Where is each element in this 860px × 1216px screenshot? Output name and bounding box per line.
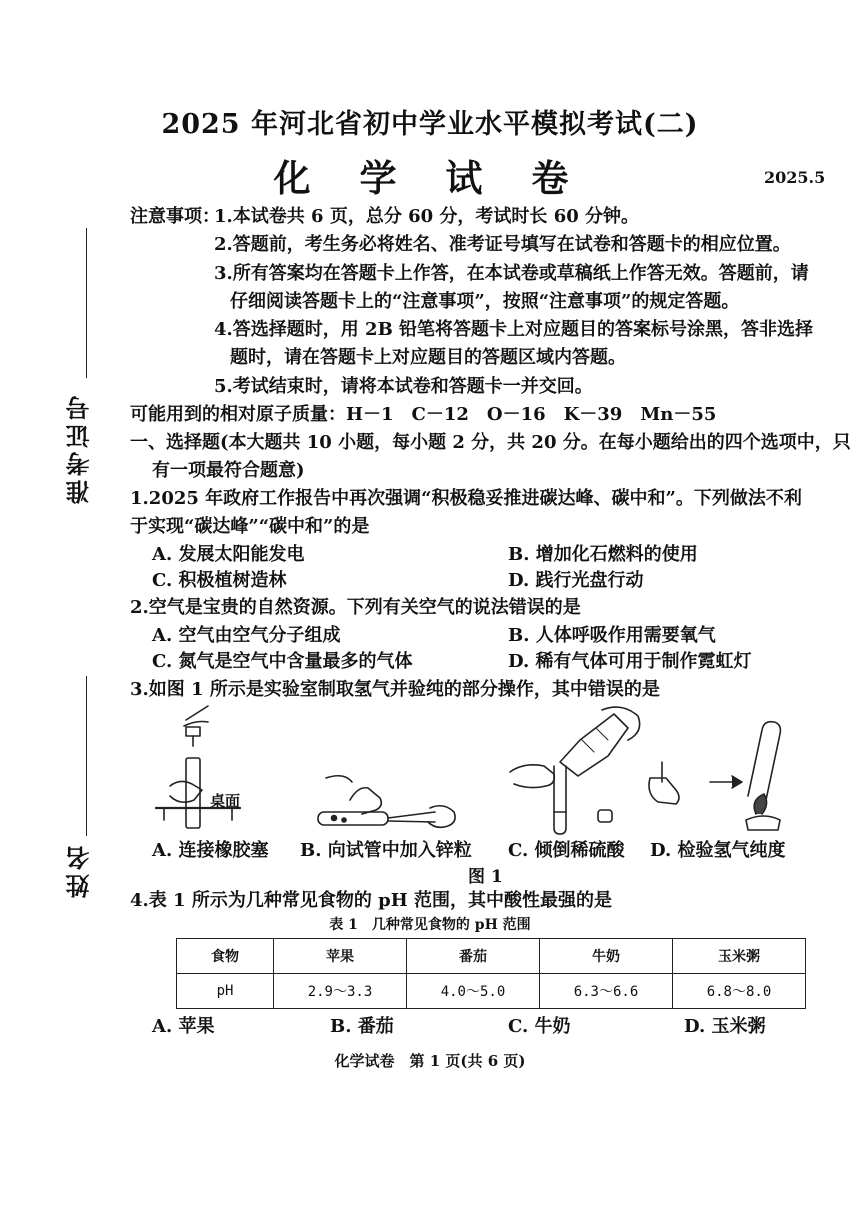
q4-option-a: A. 苹果	[152, 1016, 215, 1037]
q4-stem: 4.表 1 所示为几种常见食物的 pH 范围，其中酸性最强的是	[130, 890, 612, 911]
note-4: 4.答选择题时，用 2B 铅笔将答题卡上对应题目的答案标号涂黑，答非选择	[214, 319, 814, 340]
table-row	[177, 974, 806, 1009]
figure-c-pouring-acid	[510, 707, 640, 834]
note-5: 5.考试结束时，请将本试卷和答题卡一并交回。	[214, 376, 593, 397]
desk-label: 桌面	[210, 792, 241, 810]
q4-option-d: D. 玉米粥	[684, 1016, 766, 1037]
q1-stem: 1.2025 年政府工作报告中再次强调“积极稳妥推进碳达峰、碳中和”。下列做法不利	[130, 488, 802, 509]
exam-id-label: 准考证号	[65, 392, 94, 504]
q2-stem: 2.空气是宝贵的自然资源。下列有关空气的说法错误的是	[130, 597, 581, 618]
table-row-label: pH	[177, 974, 274, 1009]
atomic-masses: 可能用到的相对原子质量：H－1 C－12 O－16 K－39 Mn－55	[130, 404, 717, 425]
exam-date: 2025.5	[764, 168, 826, 187]
q2-option-b: B. 人体呼吸作用需要氧气	[508, 625, 716, 646]
q3-stem: 3.如图 1 所示是实验室制取氢气并验纯的部分操作，其中错误的是	[130, 679, 660, 700]
table-header: 食物	[177, 939, 274, 974]
note-3: 3.所有答案均在答题卡上作答，在本试卷或草稿纸上作答无效。答题前，请	[214, 263, 809, 284]
q2-option-d: D. 稀有气体可用于制作霓虹灯	[508, 651, 752, 672]
table-header: 牛奶	[540, 939, 673, 974]
q1-option-b: B. 增加化石燃料的使用	[508, 544, 698, 565]
q2-option-c: C. 氮气是空气中含量最多的气体	[152, 651, 413, 672]
figure-1-caption: 图 1	[468, 867, 503, 887]
subject-title: 化 学 试 卷	[273, 157, 587, 200]
q3-option-a: A. 连接橡胶塞	[152, 840, 269, 861]
q1-option-c: C. 积极植树造林	[152, 570, 287, 591]
figure-d-testing-purity	[649, 722, 780, 830]
table-1-caption: 表 1 几种常见食物的 pH 范围	[329, 917, 531, 933]
note-2: 2.答题前，考生务必将姓名、准考证号填写在试卷和答题卡的相应位置。	[214, 234, 791, 255]
note-1: 1.本试卷共 6 页，总分 60 分，考试时长 60 分钟。	[214, 206, 640, 227]
ph-table	[176, 938, 806, 1009]
table-cell: 4.0～5.0	[407, 974, 540, 1009]
q3-option-b: B. 向试管中加入锌粒	[300, 840, 472, 861]
figure-b-adding-zinc	[318, 776, 455, 828]
page-footer: 化学试卷 第 1 页(共 6 页)	[334, 1052, 526, 1070]
note-3-cont: 仔细阅读答题卡上的“注意事项”，按照“注意事项”的规定答题。	[230, 291, 740, 312]
q4-option-b: B. 番茄	[330, 1016, 394, 1037]
q1-option-a: A. 发展太阳能发电	[152, 544, 305, 565]
notes-lead: 注意事项：	[130, 206, 220, 227]
q4-option-c: C. 牛奶	[508, 1016, 571, 1037]
section1-intro-cont: 有一项最符合题意)	[152, 460, 305, 481]
q3-option-d: D. 检验氢气纯度	[650, 840, 786, 861]
table-header: 番茄	[407, 939, 540, 974]
table-cell: 6.3～6.6	[540, 974, 673, 1009]
q2-option-a: A. 空气由空气分子组成	[152, 625, 341, 646]
exam-id-line	[86, 228, 87, 378]
q1-stem-cont: 于实现“碳达峰”“碳中和”的是	[130, 516, 370, 537]
q3-option-c: C. 倾倒稀硫酸	[508, 840, 625, 861]
table-cell: 2.9～3.3	[274, 974, 407, 1009]
note-4-cont: 题时，请在答题卡上对应题目的答题区域内答题。	[230, 347, 626, 368]
section1-intro: 一、选择题(本大题共 10 小题，每小题 2 分，共 20 分。在每小题给出的四个选项中，只	[130, 432, 851, 453]
table-header: 苹果	[274, 939, 407, 974]
table-cell: 6.8～8.0	[673, 974, 806, 1009]
table-header-row	[177, 939, 806, 974]
exam-title: 2025 年河北省初中学业水平模拟考试(二)	[161, 109, 699, 140]
q1-option-d: D. 践行光盘行动	[508, 570, 644, 591]
table-header: 玉米粥	[673, 939, 806, 974]
name-line	[86, 676, 87, 836]
figure-1	[150, 700, 800, 835]
name-label: 姓名	[65, 842, 94, 898]
